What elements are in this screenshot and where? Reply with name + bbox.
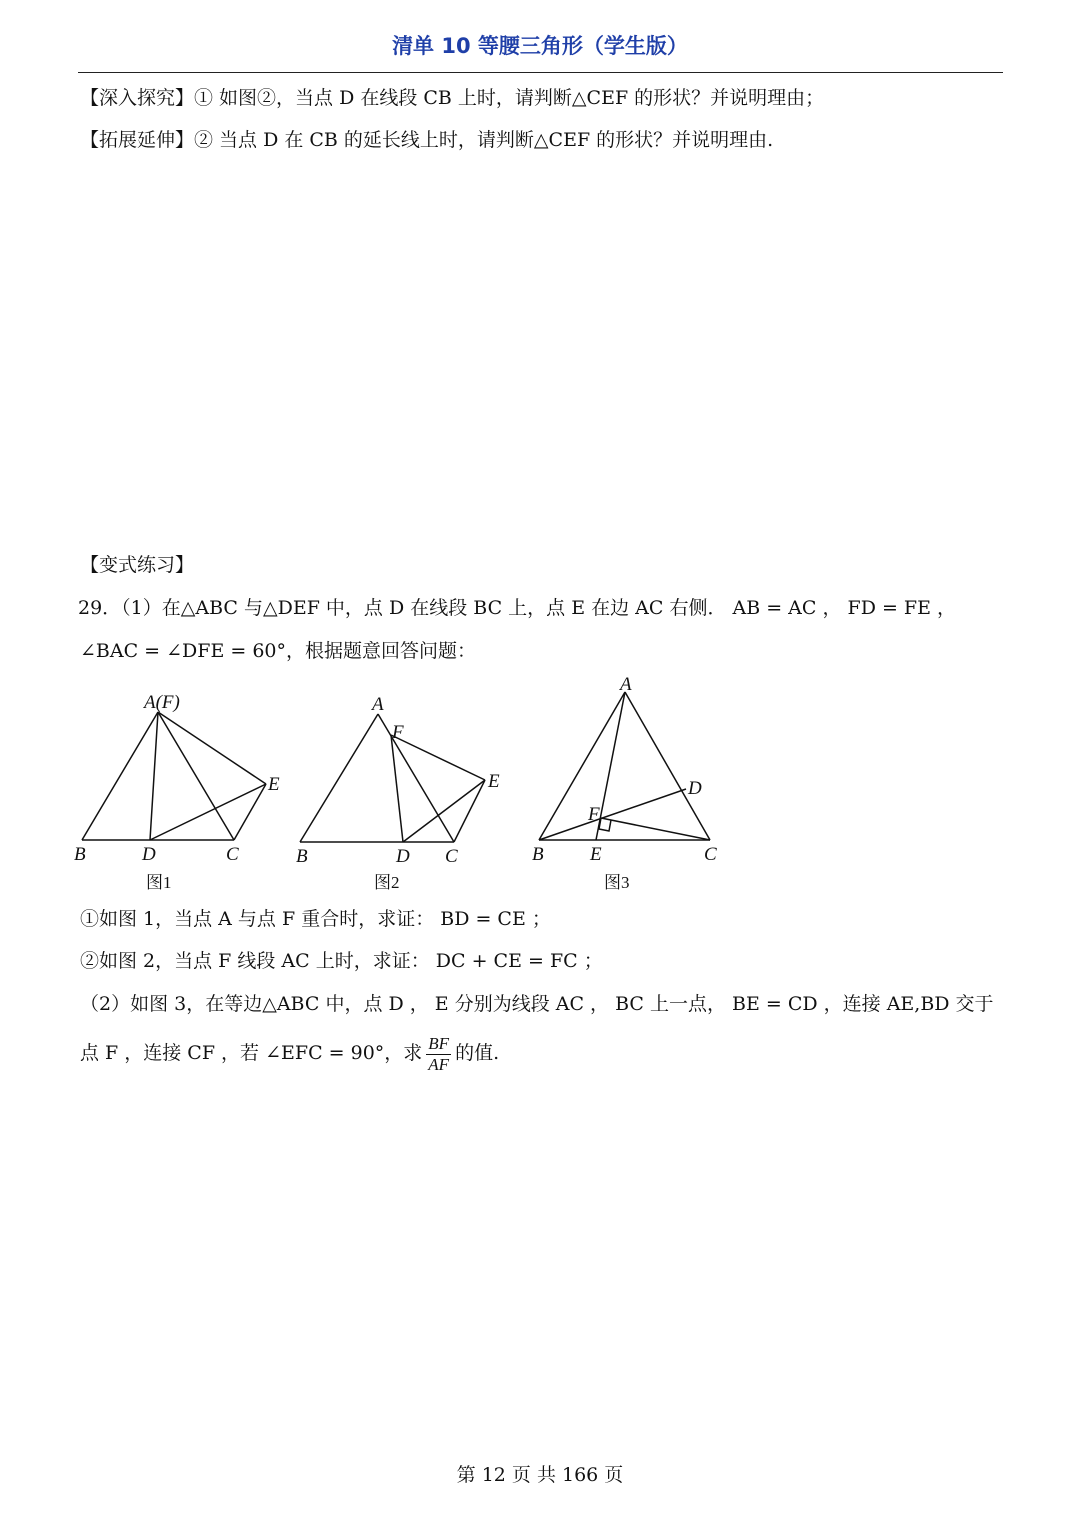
- fraction-denominator: AF: [428, 1054, 450, 1074]
- question-3-line-1: （2）如图 3，在等边△ABC 中，点 D ， E 分别为线段 AC ， BC 上一点， BE = CD ，连接 AE,BD 交于: [80, 993, 994, 1015]
- fig1-label-b: B: [74, 844, 86, 865]
- fig2-caption: 图2: [374, 873, 400, 892]
- question-3-line-2: [80, 1028, 499, 1078]
- fig1-label-c: C: [226, 844, 239, 865]
- figure-1: [70, 672, 290, 901]
- fig1-label-a: A(F): [144, 692, 180, 713]
- fig1-caption: 图1: [146, 873, 172, 892]
- question-3-line-2-suffix: 的值.: [455, 1042, 500, 1064]
- fig2-label-d: D: [396, 846, 410, 867]
- fig2-label-c: C: [445, 846, 458, 867]
- bf-over-af-fraction: [426, 1034, 451, 1075]
- fig3-label-c: C: [704, 844, 717, 865]
- fig1-label-d: D: [142, 844, 156, 865]
- variant-heading: 【变式练习】: [80, 554, 195, 576]
- problem-29-line-2: ∠BAC = ∠DFE = 60°，根据题意回答问题：: [80, 640, 477, 662]
- fig2-label-f: F: [392, 722, 404, 743]
- page-header-title: 清单 10 等腰三角形（学生版）: [392, 34, 688, 58]
- fig3-label-b: B: [532, 844, 544, 865]
- extend-text: 【拓展延伸】② 当点 D 在 CB 的延长线上时，请判断△CEF 的形状？并说明理由.: [80, 129, 774, 151]
- question-1-text: ①如图 1，当点 A 与点 F 重合时，求证： BD = CE ；: [80, 908, 551, 930]
- question-2-text: ②如图 2，当点 F 线段 AC 上时，求证： DC + CE = FC ；: [80, 950, 603, 972]
- deep-explore-text: 【深入探究】① 如图②，当点 D 在线段 CB 上时，请判断△CEF 的形状？并说明理由；: [80, 87, 825, 109]
- fraction-numerator: BF: [428, 1033, 450, 1053]
- fig3-label-d: D: [688, 778, 702, 799]
- question-3-line-2-prefix: 点 F ，连接 CF ，若 ∠EFC = 90°，求: [80, 1042, 423, 1064]
- fig1-label-e: E: [268, 774, 280, 795]
- problem-29-line-1: 29．（1）在△ABC 与△DEF 中，点 D 在线段 BC 上，点 E 在边 AC 右侧． AB = AC ， FD = FE ，: [78, 597, 957, 619]
- fig3-label-e: E: [590, 844, 602, 865]
- fig2-label-b: B: [296, 846, 308, 867]
- fig3-label-f: F: [588, 804, 600, 825]
- page-footer: 第 12 页 共 166 页: [456, 1464, 624, 1486]
- fig3-caption: 图3: [604, 873, 630, 892]
- header-divider: [78, 72, 1003, 73]
- figure-3: [528, 672, 728, 901]
- fig2-label-a: A: [372, 694, 384, 715]
- figure-2: [290, 672, 520, 901]
- fig3-label-a: A: [620, 674, 632, 695]
- fig2-label-e: E: [488, 771, 500, 792]
